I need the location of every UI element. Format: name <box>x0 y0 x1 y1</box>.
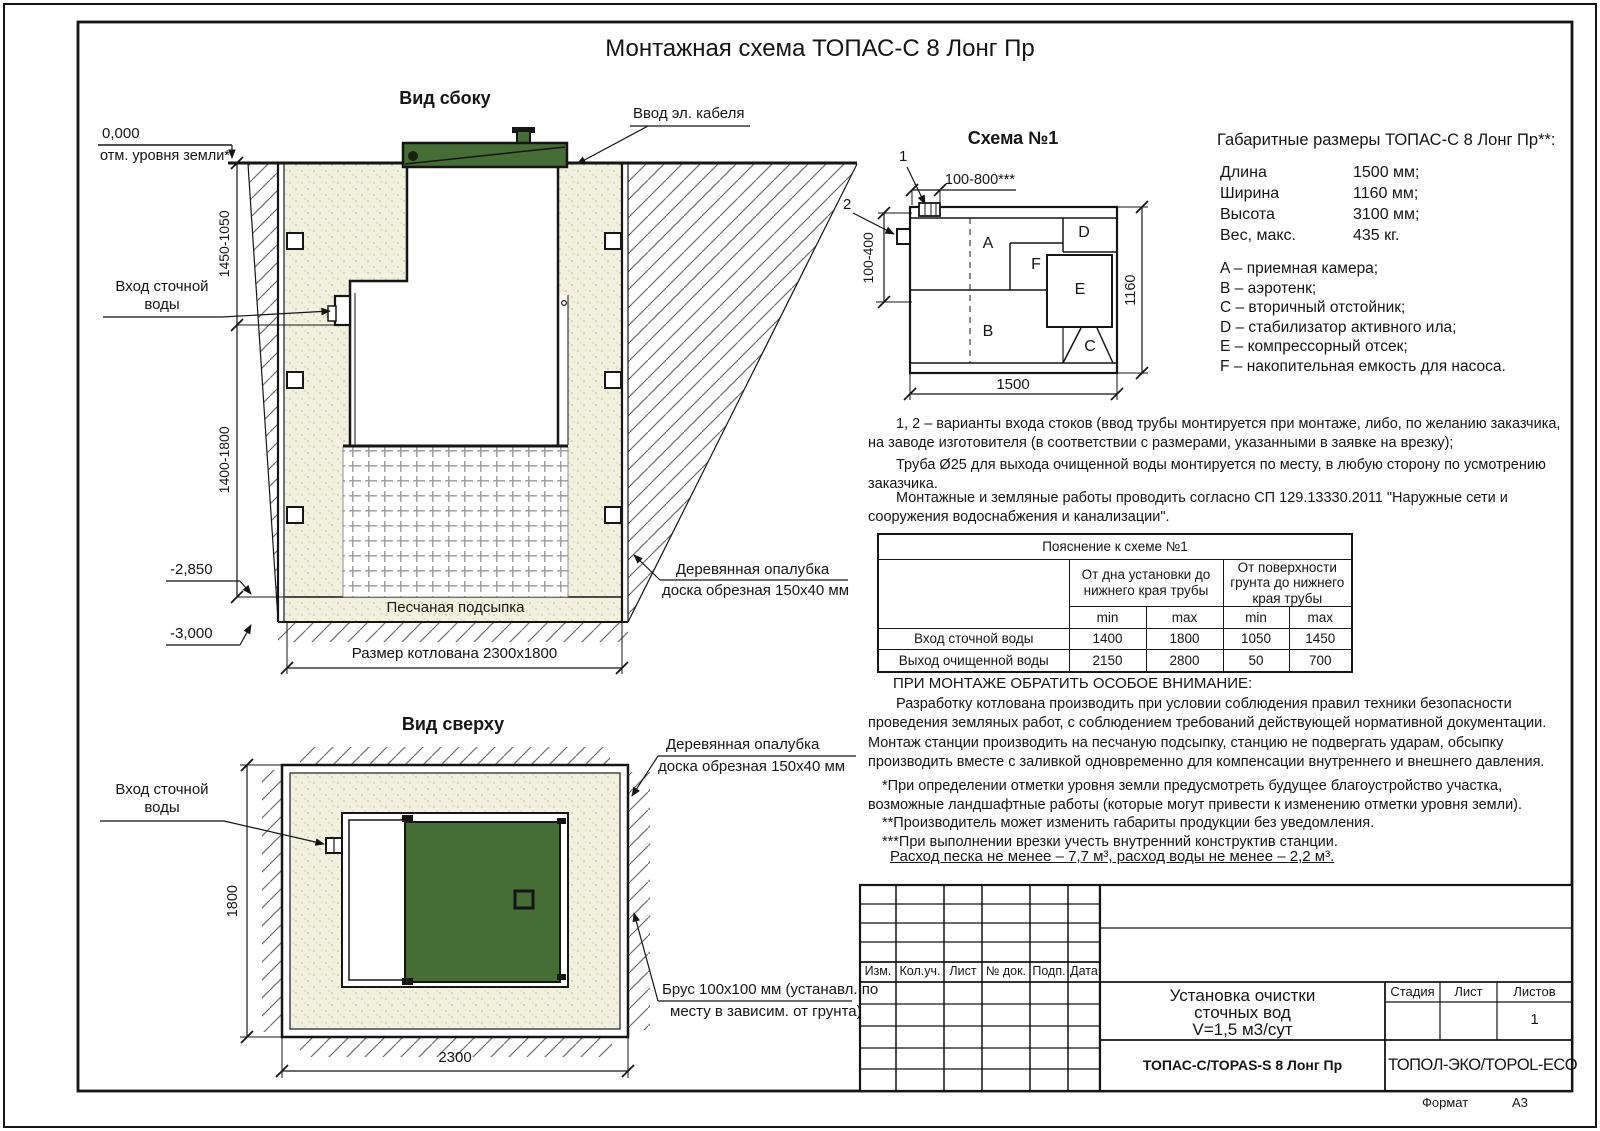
compartment-e: E <box>1074 281 1086 298</box>
legend-item: F – накопительная емкость для насоса. <box>1220 357 1506 375</box>
dim-1800: 1800 <box>224 884 241 918</box>
col-min: min <box>1223 607 1289 629</box>
rev-col-data: Дата <box>1070 964 1098 978</box>
spec-name: Длина <box>1220 164 1267 181</box>
top-view-title: Вид сверху <box>401 714 505 734</box>
schema-marker-2: 2 <box>843 196 852 213</box>
inlet-label-top: Вход сточной воды <box>115 781 209 816</box>
compartment-a: A <box>982 235 994 252</box>
legend-item: D – стабилизатор активного ила; <box>1220 318 1457 336</box>
cell-value: 1400 <box>1069 629 1146 650</box>
col-max: max <box>1146 607 1223 629</box>
row-name: Вход сточной воды <box>878 629 1069 650</box>
spec-value: 435 кг. <box>1353 227 1400 244</box>
beam-label-1: Брус 100x100 мм (устанавл. по <box>662 981 879 998</box>
footnote-1: *При определении отметки уровня земли предусмотреть будущее благоустройство участка, возможные ландшафтные работы (которые могут привести к изменению отметки уровня земли). <box>868 778 1523 813</box>
spec-value: 1500 мм; <box>1353 164 1420 181</box>
stage-label: Стадия <box>1390 984 1435 999</box>
schema-dim-left: 100-400 <box>860 232 877 284</box>
sheets-label: Листов <box>1513 984 1556 999</box>
doc-title-line-3: V=1,5 м3/сут <box>1192 1020 1293 1039</box>
model-designation: ТОПАС-С/TOPAS-S 8 Лонг Пр <box>1142 1057 1343 1073</box>
cell-value: 1050 <box>1223 629 1289 650</box>
doc-title-line-1: Установка очистки <box>1169 986 1316 1005</box>
compartment-f: F <box>1031 256 1041 273</box>
attention-title: ПРИ МОНТАЖЕ ОБРАТИТЬ ОСОБОЕ ВНИМАНИЕ: <box>893 675 1253 692</box>
cell-value: 2150 <box>1069 650 1146 672</box>
side-view-title: Вид сбоку <box>399 88 491 108</box>
schema-dim-bottom: 1500 <box>996 376 1030 393</box>
formwork-label-top-1: Деревянная опалубка <box>666 736 820 753</box>
spec-name: Высота <box>1220 206 1275 223</box>
spec-name: Ширина <box>1220 185 1280 202</box>
level-bottom-label: -3,000 <box>170 625 213 642</box>
specs-list <box>1220 164 1419 248</box>
note-outlet-pipe: Труба Ø25 для выхода очищенной воды монтируется по месту, в любую сторону по усмотрению заказчика. <box>868 457 1546 493</box>
compartment-d: D <box>1078 224 1090 241</box>
formwork-label-top-2: доска обрезная 150x40 мм <box>658 758 846 775</box>
table-corner-cell <box>878 559 1069 629</box>
doc-title-line-2: сточных вод <box>1194 1003 1291 1022</box>
compartment-legend <box>1220 259 1506 376</box>
consumption-note: Расход песка не менее – 7,7 м³, расход воды не менее – 2,2 м³. <box>890 848 1335 865</box>
rev-col-izm: Изм. <box>864 964 892 978</box>
schema-dim-top: 100-800*** <box>944 172 1016 188</box>
note-sp-standard: Монтажные и земляные работы проводить согласно СП 129.13330.2011 "Наружные сети и сооружения водоснабжения и канализации". <box>868 490 1508 526</box>
legend-item: C – вторичный отстойник; <box>1220 299 1406 316</box>
explanation-table <box>877 533 1353 673</box>
formwork-label-side-1: Деревянная опалубка <box>675 561 830 578</box>
format-label: Формат <box>1422 1095 1469 1110</box>
beam-label-2: месту в зависим. от грунта) <box>670 1003 862 1020</box>
footnote-3: ***При выполнении врезки учесть внутренний конструктив станции. <box>882 833 1338 850</box>
col-group-from-bottom: От дна установки до нижнего края трубы <box>1069 559 1223 607</box>
ground-level-note: отм. уровня земли* <box>100 148 230 164</box>
compartment-b: B <box>982 323 994 340</box>
footnotes <box>868 777 1568 851</box>
legend-item: E – компрессорный отсек; <box>1220 338 1408 355</box>
cell-value: 1450 <box>1289 629 1352 650</box>
page-title: Монтажная схема ТОПАС-С 8 Лонг Пр <box>605 35 1035 62</box>
cell-value: 700 <box>1289 650 1352 672</box>
cell-value: 50 <box>1223 650 1289 672</box>
col-group-from-surface: От поверхности грунта до нижнего края трубы <box>1223 559 1352 607</box>
rev-col-koluch: Кол.уч. <box>899 964 941 978</box>
spec-value: 1160 мм; <box>1353 185 1419 202</box>
legend-item: A – приемная камера; <box>1220 260 1379 277</box>
inlet-label-side: Вход сточной воды <box>115 278 209 313</box>
pit-size-label: Размер котлована 2300x1800 <box>351 645 558 662</box>
dim-2300: 2300 <box>438 1049 472 1066</box>
note-variants: 1, 2 – варианты входа стоков (ввод трубы монтируется при монтаже, либо, по желанию заказчика, на заводе изготовителя (в соответствии с размерами, указанными в заявке на врезку); <box>868 416 1561 452</box>
formwork-label-side-2: доска обрезная 150x40 мм <box>661 582 850 599</box>
rev-col-podp: Подп. <box>1032 964 1066 978</box>
rev-col-list: Лист <box>949 964 977 978</box>
sand-bed-label: Песчаная подсыпка <box>386 599 525 616</box>
table-row <box>878 629 1352 650</box>
legend-item: B – аэротенк; <box>1220 279 1317 297</box>
level-zero-label: 0,000 <box>102 125 140 142</box>
table-row <box>878 650 1352 672</box>
row-name: Выход очищенной воды <box>878 650 1069 672</box>
cell-value: 1800 <box>1146 629 1223 650</box>
col-min: min <box>1069 607 1146 629</box>
specs-title: Габаритные размеры ТОПАС-С 8 Лонг Пр**: <box>1217 131 1556 149</box>
format-value: А3 <box>1512 1095 1528 1110</box>
attention-body: Разработку котлована производить при условии соблюдения правил техники безопасности проведения земляных работ, с соблюдением требований действующей нормативной документации. Монтаж станции производить на песчаную подсыпку, станцию не подвергать ударам, обсыпку производить вместе с заливкой одновременно для компенсации внутреннего и внешнего давления. <box>868 696 1547 771</box>
spec-name: Вес, макс. <box>1220 227 1296 244</box>
spec-value: 3100 мм; <box>1353 206 1420 223</box>
col-max: max <box>1289 607 1352 629</box>
sheet-label: Лист <box>1454 984 1483 999</box>
dim-lower-depth: 1400-1800 <box>216 426 233 494</box>
rev-col-ndok: № док. <box>985 964 1027 978</box>
schema-marker-1: 1 <box>899 148 908 165</box>
table-title: Пояснение к схеме №1 <box>878 534 1352 559</box>
level-sand-top-label: -2,850 <box>170 561 213 578</box>
company-name: ТОПОЛ-ЭКО/TOPOL-ECO <box>1388 1056 1578 1074</box>
footnote-2: **Производитель может изменить габариты продукции без уведомления. <box>882 815 1375 832</box>
schema-dim-right: 1160 <box>1122 274 1139 306</box>
sheets-value: 1 <box>1530 1011 1539 1028</box>
cable-entry-label: Ввод эл. кабеля <box>633 105 745 122</box>
dim-upper-depth: 1450-1050 <box>216 210 233 278</box>
cell-value: 2800 <box>1146 650 1223 672</box>
compartment-c: C <box>1084 338 1096 355</box>
schema-title: Схема №1 <box>967 128 1059 148</box>
